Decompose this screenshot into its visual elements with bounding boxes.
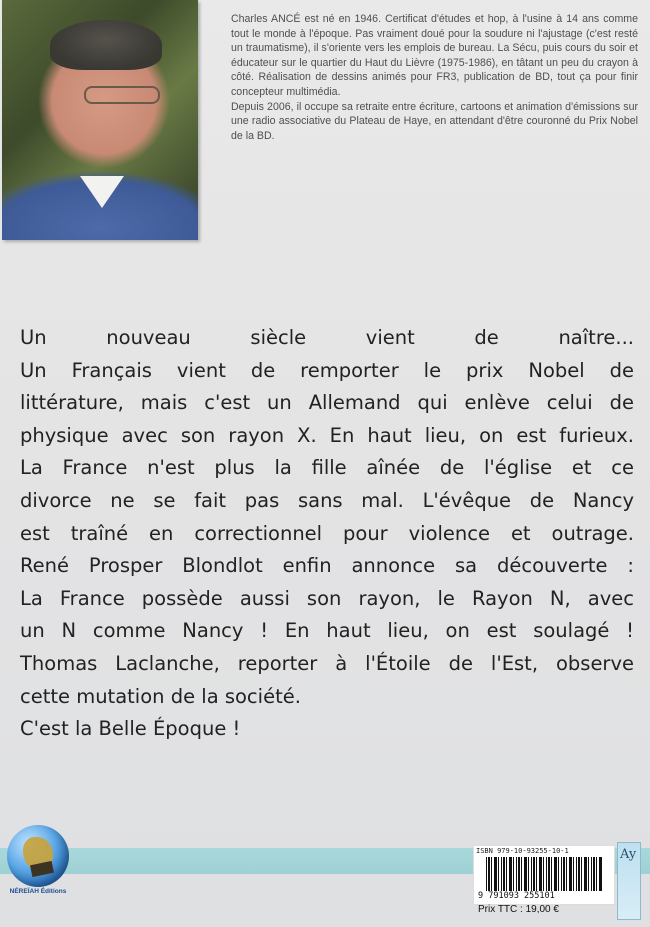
blurb-line: divorce ne se fait pas sans mal. L'évêque de Nancy [20, 488, 634, 512]
blurb-line: un N comme Nancy ! En haut lieu, on est soulagé ! [20, 619, 634, 643]
publisher-logo [5, 825, 71, 899]
author-photo [2, 0, 198, 240]
blurb-line: Un Français vient de remporter le prix Nobel de [20, 358, 634, 382]
bio-paragraph-2: Depuis 2006, il occupe sa retraite entre écriture, cartoons et animation d'émissions sur une radio associative du Plateau de Haye, en attendant d'être couronné du Prix Nobel de la BD. [231, 100, 638, 142]
blurb-line: cette mutation de la société. [20, 684, 301, 708]
barcode-label [474, 846, 614, 904]
blurb-closing-line: C'est la Belle Époque ! [20, 717, 241, 741]
blurb-line: physique avec son rayon X. En haut lieu, on est furieux. [20, 423, 634, 447]
author-glasses [84, 86, 160, 104]
mark-glyph: Ay [620, 847, 637, 862]
barcode-digits: 9 791093 255101 [478, 891, 555, 901]
blurb-line: René Prosper Blondlot enfin annonce sa découverte : [20, 554, 634, 578]
bio-paragraph-1: Charles ANCÉ est né en 1946. Certificat d'études et hop, à l'usine à 14 ans comme tout le monde à l'époque. Pas vraiment doué pour la soudure ni l'ajustage (c'est resté un traumatisme), il s'oriente vers les emplois de bureau. La Sécu, puis cours du soir et éducateur sur le quartier du Haut du Lièvre (1975-1986), en tâtant un peu du crayon à côté. Réalisation de dessins animés pour FR3, publication de BD, tout ça pour finir concepteur multimédia. [231, 13, 638, 98]
barcode-icon [486, 857, 602, 891]
blurb-line: Thomas Laclanche, reporter à l'Étoile de l'Est, observe [20, 651, 634, 675]
author-hair [50, 20, 162, 70]
back-cover-blurb [20, 322, 634, 746]
author-bio [231, 12, 638, 143]
blurb-line: La France possède aussi son rayon, le Rayon N, avec [20, 586, 634, 610]
blurb-line: littérature, mais c'est un Allemand qui enlève celui de [20, 391, 634, 415]
blurb-line: Un nouveau siècle vient de naître... [20, 326, 634, 349]
price-label: Prix TTC : 19,00 € [478, 904, 559, 915]
blurb-line: La France n'est plus la fille aînée de l'église et ce [20, 456, 634, 480]
author-collar [80, 176, 124, 208]
globe-book-icon [7, 825, 69, 887]
publisher-name: NÉREÏAH Éditions [9, 888, 67, 895]
blurb-line: est traîné en correctionnel pour violence et outrage. [20, 521, 634, 545]
isbn-text: ISBN 979-10-93255-10-1 [476, 847, 569, 855]
publisher-mark-icon [617, 842, 641, 920]
